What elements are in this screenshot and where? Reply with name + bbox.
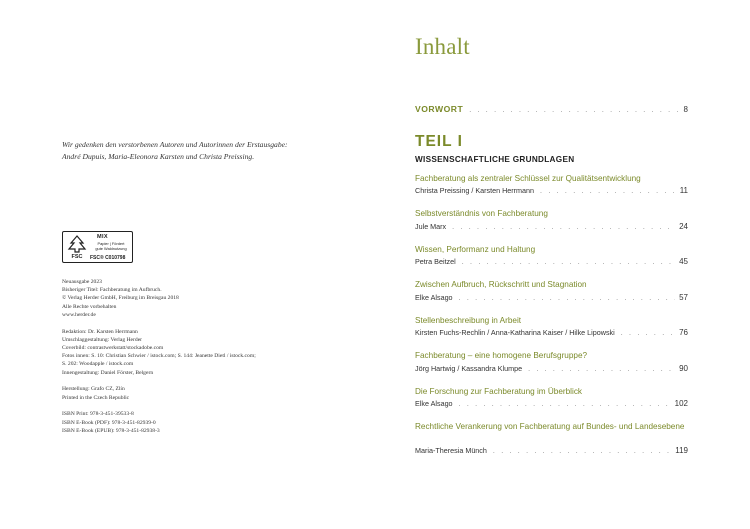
toc-entry-title[interactable]: Fachberatung – eine homogene Berufsgruppe? (415, 351, 588, 360)
imprint-block (62, 278, 362, 319)
dot-leader (452, 224, 675, 231)
fsc-logo (62, 231, 133, 263)
toc-entry-authors: Elke Alsago (415, 293, 453, 302)
toc-entry-title[interactable]: Die Forschung zur Fachberatung im Überblick (415, 387, 583, 396)
imprint-line: ISBN Print: 978-3-451-39533-8 (62, 411, 134, 418)
toc-entry-authors: Jule Marx (415, 222, 447, 231)
imprint-line: ISBN E-Book (EPUB): 978-3-451-82938-3 (62, 427, 160, 434)
dot-leader (528, 366, 675, 373)
toc-entry-row[interactable] (415, 328, 688, 337)
toc-entry-row[interactable] (415, 186, 688, 195)
toc-entry-row[interactable] (415, 293, 688, 302)
dedication-line: Wir gedenken den verstorbenen Autoren und Autorinnen der Erstausgabe: (62, 140, 288, 149)
toc-entry-title[interactable]: Rechtliche Verankerung von Fachberatung auf Bundes- und Landesebene (415, 422, 685, 431)
dot-leader (462, 259, 675, 266)
imprint-line: ISBN E-Book (PDF): 978-3-451-82939-0 (62, 419, 156, 426)
imprint-block (62, 385, 362, 401)
toc-entry-authors: Christa Preissing / Karsten Herrmann (415, 186, 535, 195)
fsc-brand: FSC (71, 254, 83, 259)
imprint-line: Neuausgabe 2023 (62, 279, 102, 285)
imprint-line: Alle Rechte vorbehalten (62, 303, 117, 310)
toc-entry-authors: Jörg Hartwig / Kassandra Klumpe (415, 364, 523, 373)
imprint-line: © Verlag Herder GmbH, Freiburg im Breisgau 2018 (62, 295, 179, 302)
page-number: 8 (683, 105, 688, 114)
part-subtitle: WISSENSCHAFTLICHE GRUNDLAGEN (415, 155, 575, 164)
imprint-line: S. 202: Woodapple / istock.com (62, 361, 134, 368)
imprint (62, 278, 362, 444)
dot-leader (540, 188, 676, 195)
dedication-line: André Dupuis, Maria-Eleonora Karsten und Christa Preissing. (62, 151, 255, 161)
imprint-line: www.herder.de (62, 311, 96, 318)
imprint-line: Bisheriger Titel: Fachberatung im Aufbruch. (62, 287, 162, 294)
imprint-block (62, 410, 362, 435)
page-number: 45 (679, 257, 688, 266)
dot-leader (621, 330, 675, 337)
vorwort-label: VORWORT (415, 104, 464, 114)
page-number: 102 (674, 399, 688, 408)
toc-entry-title[interactable]: Fachberatung als zentraler Schlüssel zur Qualitätsentwicklung (415, 174, 641, 183)
toc-entry-authors: Maria-Theresia Münch (415, 446, 487, 455)
toc-title: Inhalt (415, 34, 470, 59)
imprint-line: Innengestaltung: Daniel Förster, Belgern (62, 369, 154, 376)
page-number: 24 (679, 222, 688, 231)
toc-entry-row[interactable] (415, 364, 688, 373)
page-number: 119 (675, 446, 688, 455)
fsc-line: gute Waldnutzung (95, 245, 127, 251)
imprint-line: Printed in the Czech Republic (62, 394, 130, 401)
fsc-description (90, 242, 132, 251)
page-number: 90 (679, 364, 688, 373)
imprint-line: Herstellung: Grafo CZ, Zlín (62, 386, 125, 393)
toc-entry-authors: Petra Beitzel (415, 257, 456, 266)
toc-vorwort[interactable] (415, 104, 688, 114)
toc-entry-title[interactable]: Selbstverständnis von Fachberatung (415, 209, 548, 218)
dedication (62, 139, 352, 162)
toc-entry-row[interactable] (415, 399, 688, 408)
toc-entry-title[interactable]: Stellenbeschreibung in Arbeit (415, 316, 522, 325)
toc-entry-authors: Kirsten Fuchs-Rechlin / Anna-Katharina Kaiser / Hilke Lipowski (415, 328, 615, 337)
toc-entry-row[interactable] (415, 222, 688, 231)
dot-leader (493, 448, 671, 455)
right-page (375, 0, 750, 529)
dot-leader (459, 401, 671, 408)
toc-entry-title[interactable]: Zwischen Aufbruch, Rückschritt und Stagnation (415, 280, 587, 289)
toc-entry-authors: Elke Alsago (415, 399, 453, 408)
imprint-line: Fotos innen: S. 10: Christian Schwier / istock.com; S. 144: Jeanette Dietl / istock.com; (62, 353, 256, 360)
fsc-code: FSC® C010798 (90, 255, 126, 261)
toc-entry-row[interactable] (415, 446, 688, 455)
toc-entry-title[interactable]: Wissen, Performanz und Haltung (415, 245, 536, 254)
page-number: 11 (679, 186, 688, 195)
imprint-line: Redaktion: Dr. Karsten Herrmann (62, 328, 138, 335)
imprint-line: Umschlaggestaltung: Verlag Herder (62, 336, 143, 343)
imprint-line: Coverbild: contrastwerkstatt/stockadobe.com (62, 345, 164, 352)
fsc-mix-label: MIX (97, 234, 108, 240)
fsc-tree-icon (67, 235, 87, 259)
toc-entry-row[interactable] (415, 257, 688, 266)
part-title: TEIL I (415, 133, 463, 150)
imprint-block (62, 328, 362, 377)
dot-leader (469, 107, 679, 114)
dot-leader (459, 295, 676, 302)
page-number: 57 (679, 293, 688, 302)
fsc-line: Papier | Fördert (97, 241, 125, 246)
page-number: 76 (679, 328, 688, 337)
